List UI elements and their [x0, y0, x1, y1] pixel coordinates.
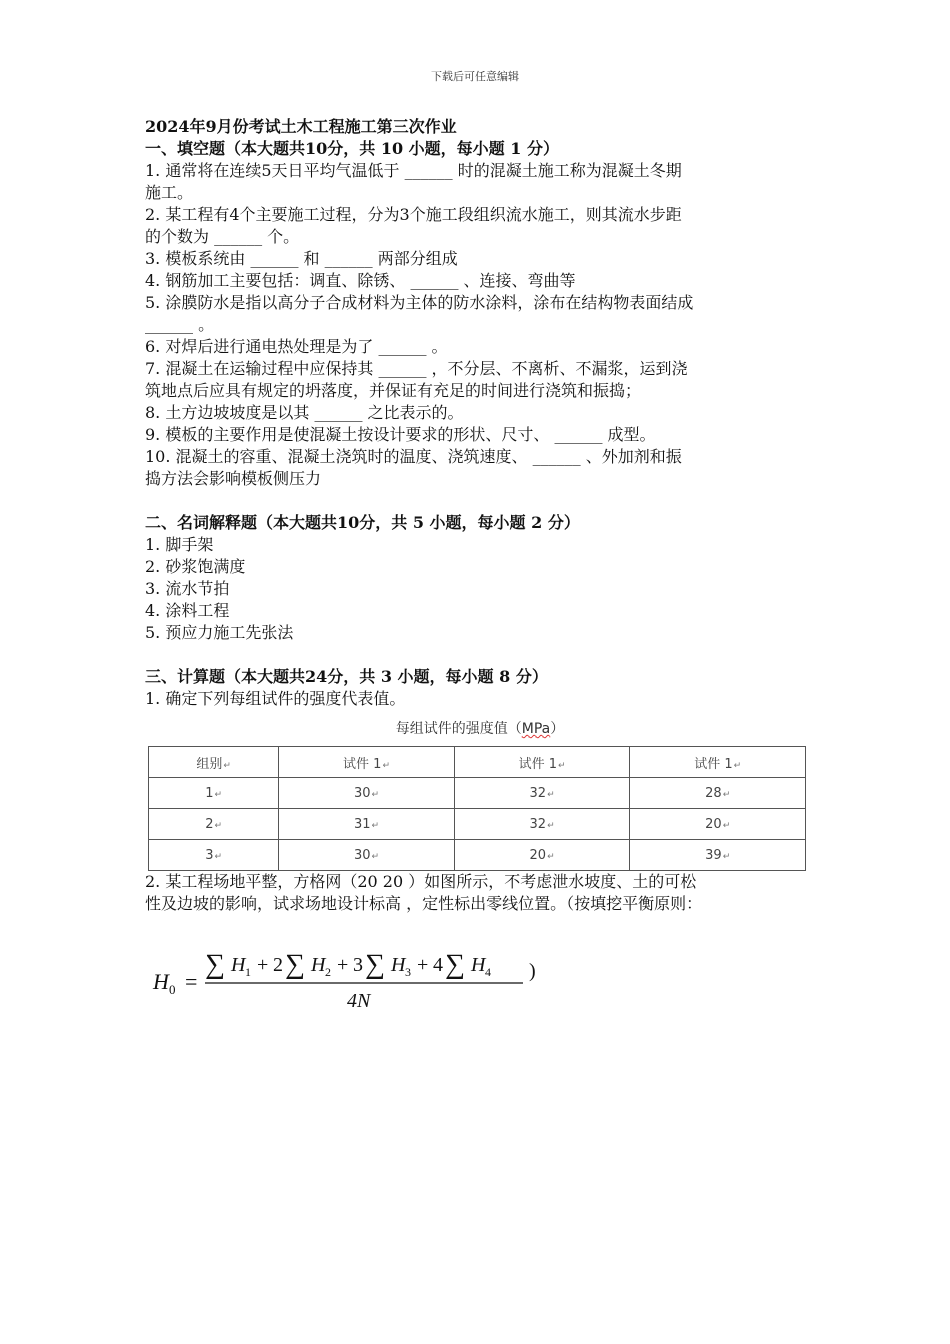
- table-row: [149, 840, 806, 871]
- section1-line: 的个数为 ______ 个。: [145, 227, 300, 246]
- table-cell: 28↵: [630, 778, 806, 809]
- formula-coef: 2: [273, 954, 283, 976]
- formula-plus: +: [257, 954, 269, 976]
- sum-symbol: ∑: [205, 949, 225, 980]
- formula-equals: =: [185, 969, 198, 994]
- sum-symbol: ∑: [445, 949, 465, 980]
- section2-line: 1. 脚手架: [145, 535, 214, 554]
- section1-line: 筑地点后应具有规定的坍落度，并保证有充足的时间进行浇筑和振捣；: [145, 381, 642, 400]
- document-title: 2024年9月份考试土木工程施工第三次作业: [145, 117, 457, 136]
- formula-sub: 3: [405, 965, 411, 979]
- table-cell: 30↵: [279, 840, 455, 871]
- table-header-cell: 试件 1↵: [630, 747, 806, 778]
- table-row: [149, 809, 806, 840]
- section2-line: 4. 涂料工程: [145, 601, 230, 620]
- table-header-cell: 试件 1↵: [279, 747, 455, 778]
- table-caption-unit: MPa: [521, 721, 551, 737]
- section1-line: 9. 模板的主要作用是使混凝土按设计要求的形状、尺寸、 ______ 成型。: [145, 425, 656, 444]
- formula-plus: +: [417, 954, 429, 976]
- formula-lhs-sub: 0: [169, 982, 176, 997]
- section1-line: 7. 混凝土在运输过程中应保持其 ______ ，不分层、不离析、不漏浆，运到浇: [145, 359, 688, 378]
- formula-lhs: H: [153, 969, 169, 994]
- header-note: 下载后可任意编辑: [431, 70, 519, 83]
- formula-plus: +: [337, 954, 349, 976]
- formula-graphic: [147, 949, 547, 1013]
- section1-line: 捣方法会影响模板侧压力: [145, 469, 322, 488]
- formula-h: H: [311, 954, 326, 976]
- section2-line: 3. 流水节拍: [145, 579, 230, 598]
- sum-symbol: ∑: [285, 949, 305, 980]
- section3-question2-line: 性及边坡的影响，试求场地设计标高 ，定性标出零线位置。（按填挖平衡原则：: [145, 894, 703, 913]
- formula-close-paren: ): [529, 960, 536, 982]
- formula-coef: 4: [433, 954, 443, 976]
- table-cell: 20↵: [630, 809, 806, 840]
- document-body: [145, 116, 815, 1017]
- formula-sub: 1: [245, 965, 251, 979]
- formula-h: H: [231, 954, 246, 976]
- table-row: [149, 778, 806, 809]
- table-cell: 20↵: [454, 840, 630, 871]
- table-cell: 30↵: [279, 778, 455, 809]
- section2-heading: 二、名词解释题（本大题共10分，共 5 小题，每小题 2 分）: [145, 513, 580, 532]
- formula: [147, 949, 815, 1017]
- table-cell: 32↵: [454, 809, 630, 840]
- table-cell: 3↵: [149, 840, 279, 871]
- table-cell: 1↵: [149, 778, 279, 809]
- section3-question1: 1. 确定下列每组试件的强度代表值。: [145, 689, 406, 708]
- formula-h: H: [391, 954, 406, 976]
- section1-line: ______ 。: [145, 315, 215, 334]
- table-cell: 39↵: [630, 840, 806, 871]
- section1-line: 1. 通常将在连续5天日平均气温低于 ______ 时的混凝土施工称为混凝土冬期: [145, 161, 682, 180]
- table-cell: 2↵: [149, 809, 279, 840]
- formula-h: H: [471, 954, 486, 976]
- section3-question2-line: 2. 某工程场地平整，方格网（20 20 ）如图所示，不考虑泄水坡度、土的可松: [145, 872, 697, 891]
- section1-line: 2. 某工程有4个主要施工过程，分为3个施工段组织流水施工，则其流水步距: [145, 205, 682, 224]
- section1-line: 3. 模板系统由 ______ 和 ______ 两部分组成: [145, 249, 458, 268]
- formula-coef: 3: [353, 954, 363, 976]
- formula-sub: 4: [485, 965, 491, 979]
- section2-line: 2. 砂浆饱满度: [145, 557, 246, 576]
- table-caption: 每组试件的强度值（MPa）: [395, 721, 565, 737]
- table-header-row: [149, 747, 806, 778]
- formula-sub: 2: [325, 965, 331, 979]
- table-header-cell: 组别↵: [149, 747, 279, 778]
- section2-line: 5. 预应力施工先张法: [145, 623, 294, 642]
- strength-table: [148, 746, 806, 871]
- section1-line: 施工。: [145, 183, 194, 202]
- table-cell: 31↵: [279, 809, 455, 840]
- section1-line: 5. 涂膜防水是指以高分子合成材料为主体的防水涂料，涂布在结构物表面结成: [145, 293, 694, 312]
- section1-heading: 一、填空题（本大题共10分，共 10 小题，每小题 1 分）: [145, 139, 559, 158]
- sum-symbol: ∑: [365, 949, 385, 980]
- section3-heading: 三、计算题（本大题共24分，共 3 小题，每小题 8 分）: [145, 667, 548, 686]
- section1-line: 4. 钢筋加工主要包括：调直、除锈、 ______ 、连接、弯曲等: [145, 271, 576, 290]
- section1-line: 6. 对焊后进行通电热处理是为了 ______ 。: [145, 337, 448, 356]
- section1-line: 8. 土方边坡坡度是以其 ______ 之比表示的。: [145, 403, 464, 422]
- formula-denominator: 4N: [347, 990, 371, 1012]
- table-cell: 32↵: [454, 778, 630, 809]
- table-header-cell: 试件 1↵: [454, 747, 630, 778]
- section1-line: 10. 混凝土的容重、混凝土浇筑时的温度、浇筑速度、 ______ 、外加剂和振: [145, 447, 682, 466]
